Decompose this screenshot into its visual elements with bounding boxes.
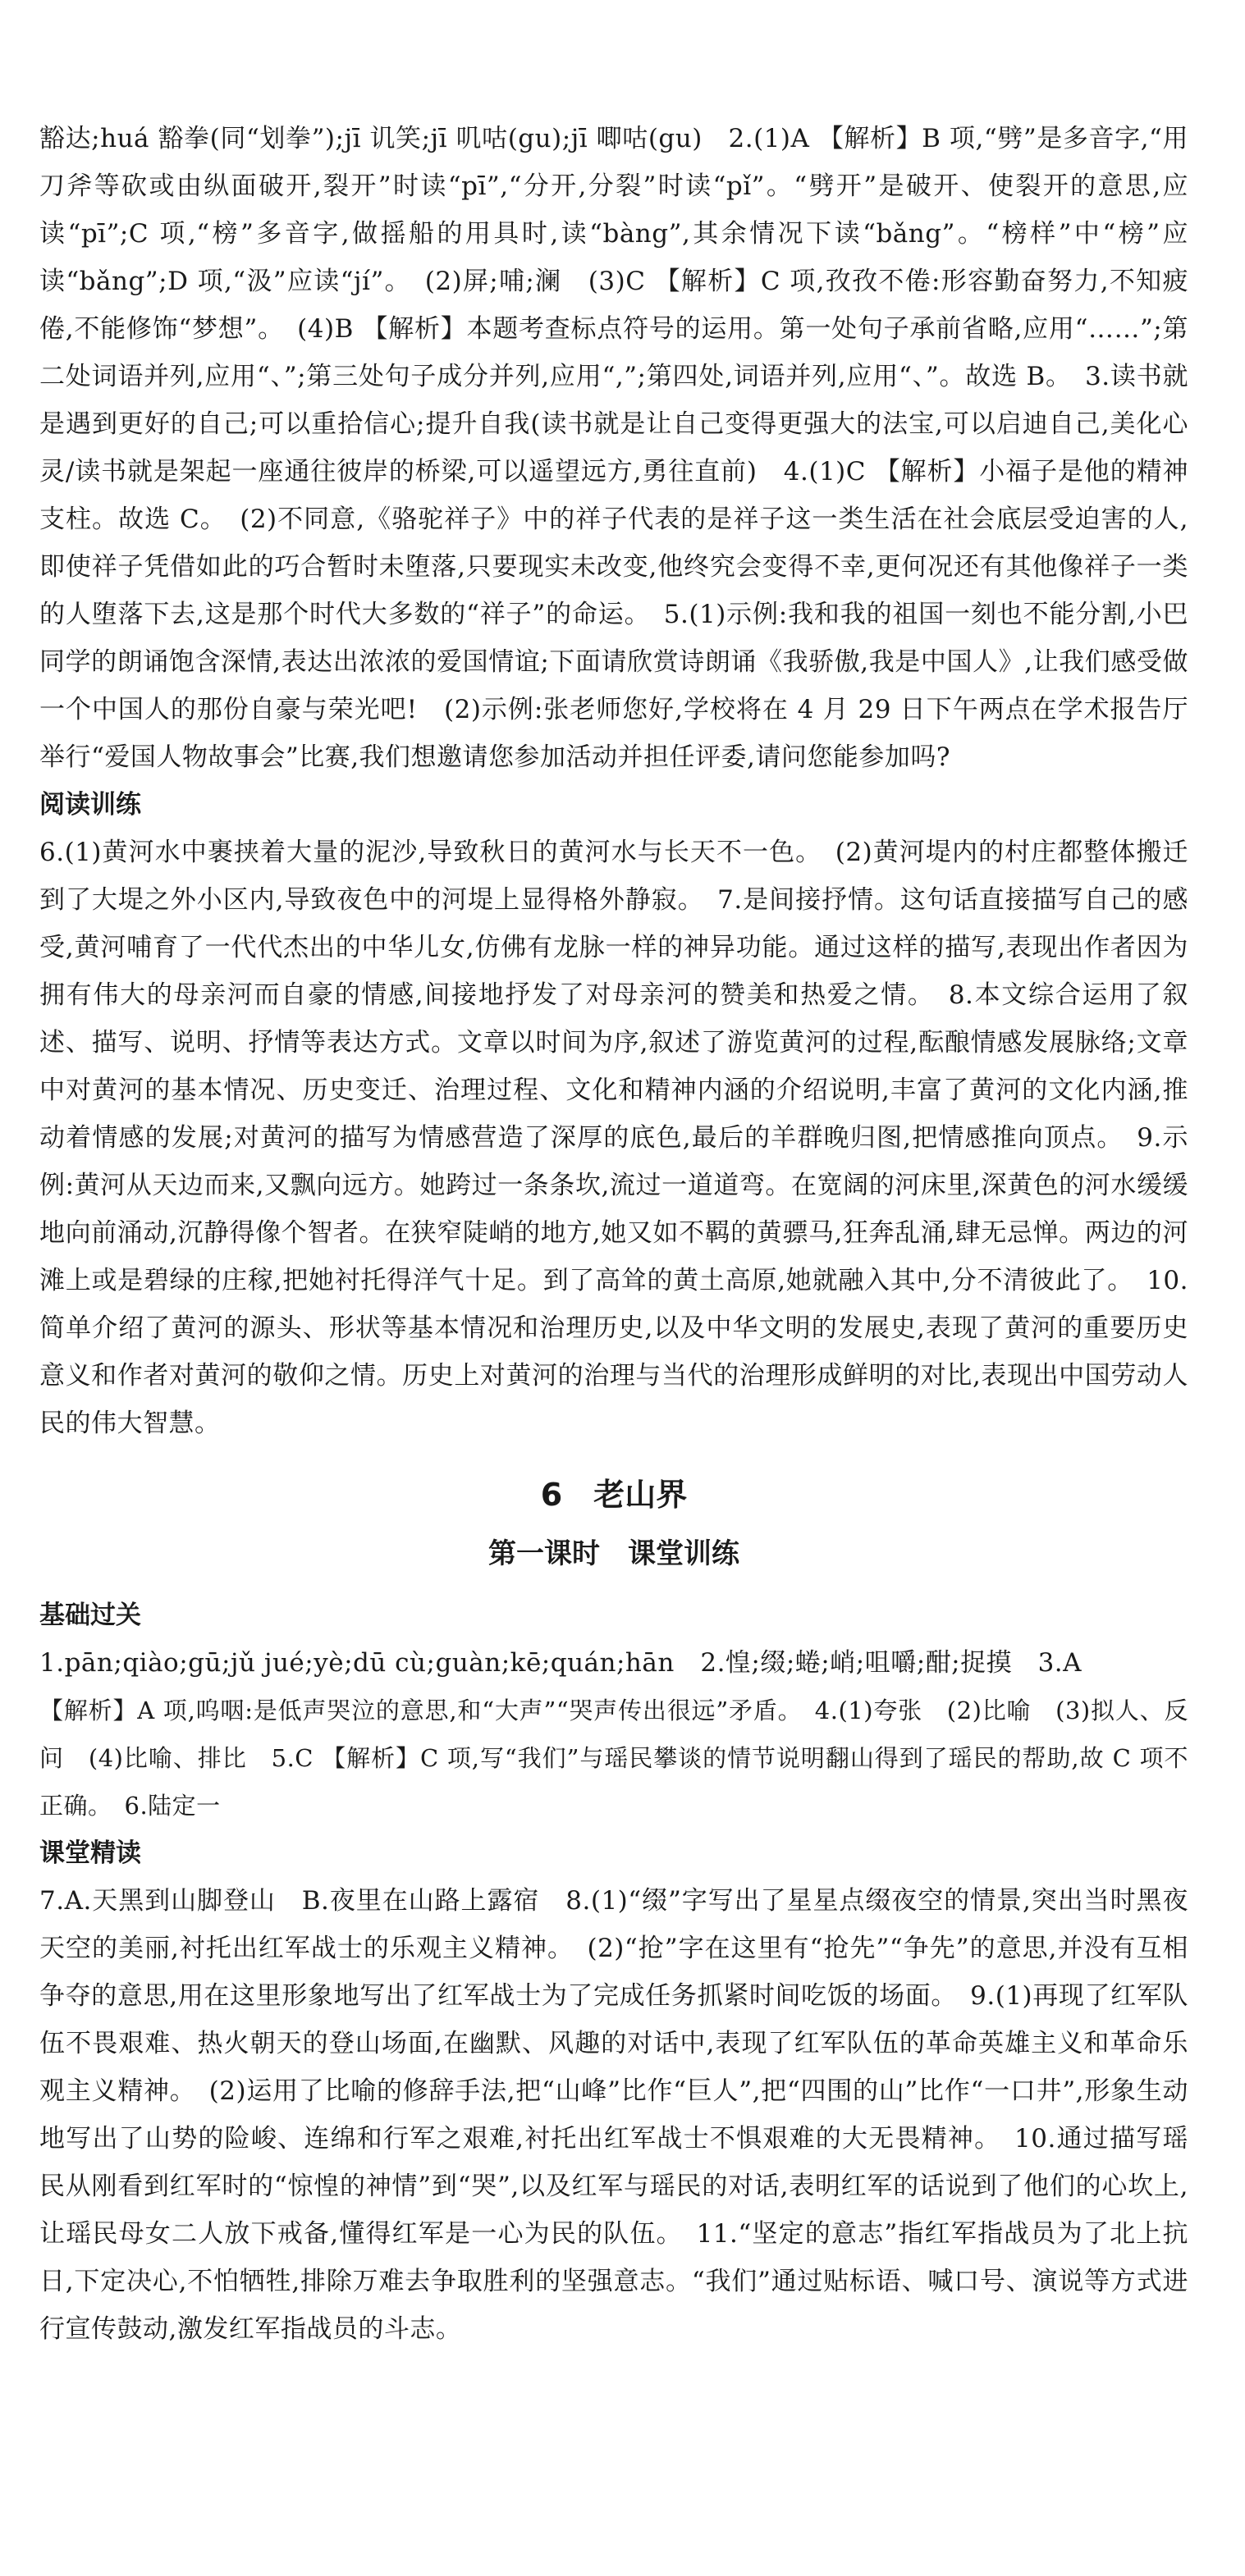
section-heading-class: 课堂精读 (39, 1838, 141, 1868)
answer-block-3-line1: 1.pān;qiào;gū;jǔ jué;yè;dū cù;guàn;kē;quán;hān 2.惶;缀;蜷;峭;咀嚼;酣;捉摸 3.A (39, 1648, 1083, 1678)
answer-page (39, 115, 1188, 2353)
answer-block-3-rest: 【解析】A 项,呜咽:是低声哭泣的意思,和“大声”“哭声传出很远”矛盾。 4.(1)夸张 (2)比喻 (3)拟人、反问 (4)比喻、排比 5.C 【解析】C 项,写“我们”与瑶民攀谈的情节说明翻山得到了瑶民的帮助,故 C 项不正确。 6.陆定一 (39, 1697, 1188, 1820)
answer-block-1: 豁达;huá 豁拳(同“划拳”);jī 讥笑;jī 叽咕(gu);jī 唧咕(gu) 2.(1)A 【解析】B 项,“劈”是多音字,“用刀斧等砍或由纵面破开,裂开”时读“pī”,“分开,分裂”时读“pǐ”。“劈开”是破开、使裂开的意思,应读“pī”;C 项,“榜”多音字,做摇船的用具时,读“bàng”,其余情况下读“bǎng”。“榜样”中“榜”应读“bǎng”;D 项,“汲”应读“jí”。 (2)屏;哺;澜 (3)C 【解析】C 项,孜孜不倦:形容勤奋努力,不知疲倦,不能修饰“梦想”。 (4)B 【解析】本题考查标点符号的运用。第一处句子承前省略,应用“……”;第二处词语并列,应用“、”;第三处句子成分并列,应用“,”;第四处,词语并列,应用“、”。故选 B。 3.读书就是遇到更好的自己;可以重拾信心;提升自我(读书就是让自己变得更强大的法宝,可以启迪自己,美化心灵/读书就是架起一座通往彼岸的桥梁,可以遥望远方,勇往直前) 4.(1)C 【解析】小福子是他的精神支柱。故选 C。 (2)不同意,《骆驼祥子》中的祥子代表的是祥子这一类生活在社会底层受迫害的人,即使祥子凭借如此的巧合暂时未堕落,只要现实未改变,他终究会变得不幸,更何况还有其他像祥子一类的人堕落下去,这是那个时代大多数的“祥子”的命运。 5.(1)示例:我和我的祖国一刻也不能分割,小巴同学的朗诵饱含深情,表达出浓浓的爱国情谊;下面请欣赏诗朗诵《我骄傲,我是中国人》,让我们感受做一个中国人的那份自豪与荣光吧! (2)示例:张老师您好,学校将在 4 月 29 日下午两点在学术报告厅举行“爱国人物故事会”比赛,我们想邀请您参加活动并担任评委,请问您能参加吗? (39, 124, 1188, 772)
answer-block-4: 7.A.天黑到山脚登山 B.夜里在山路上露宿 8.(1)“缀”字写出了星星点缀夜空的情景,突出当时黑夜天空的美丽,衬托出红军战士的乐观主义精神。 (2)“抢”字在这里有“抢先”“争先”的意思,并没有互相争夺的意思,用在这里形象地写出了红军战士为了完成任务抓紧时间吃饭的场面。 9.(1)再现了红军队伍不畏艰难、热火朝天的登山场面,在幽默、风趣的对话中,表现了红军队伍的革命英雄主义和革命乐观主义精神。 (2)运用了比喻的修辞手法,把“山峰”比作“巨人”,把“四围的山”比作“一口井”,形象生动地写出了山势的险峻、连绵和行军之艰难,衬托出红军战士不惧艰难的大无畏精神。 10.通过描写瑶民从刚看到红军时的“惊惶的神情”到“哭”,以及红军与瑶民的对话,表明红军的话说到了他们的心坎上,让瑶民母女二人放下戒备,懂得红军是一心为民的队伍。 11.“坚定的意志”指红军指战员为了北上抗日,下定决心,不怕牺牲,排除万难去争取胜利的坚强意志。“我们”通过贴标语、喊口号、演说等方式进行宣传鼓动,激发红军指战员的斗志。 (39, 1886, 1188, 2344)
lesson-title: 第一课时 课堂训练 (488, 1537, 739, 1570)
chapter-title: 6 老山界 (540, 1477, 688, 1513)
section-heading-basic: 基础过关 (39, 1601, 141, 1630)
answer-block-2: 6.(1)黄河水中裹挟着大量的泥沙,导致秋日的黄河水与长天不一色。 (2)黄河堤内的村庄都整体搬迁到了大堤之外小区内,导致夜色中的河堤上显得格外静寂。 7.是间接抒情。这句话直接描写自己的感受,黄河哺育了一代代杰出的中华儿女,仿佛有龙脉一样的神异功能。通过这样的描写,表现出作者因为拥有伟大的母亲河而自豪的情感,间接地抒发了对母亲河的赞美和热爱之情。 8.本文综合运用了叙述、描写、说明、抒情等表达方式。文章以时间为序,叙述了游览黄河的过程,酝酿情感发展脉络;文章中对黄河的基本情况、历史变迁、治理过程、文化和精神内涵的介绍说明,丰富了黄河的文化内涵,推动着情感的发展;对黄河的描写为情感营造了深厚的底色,最后的羊群晚归图,把情感推向顶点。 9.示例:黄河从天边而来,又飘向远方。她跨过一条条坎,流过一道道弯。在宽阔的河床里,深黄色的河水缓缓地向前涌动,沉静得像个智者。在狭窄陡峭的地方,她又如不羁的黄骠马,狂奔乱涌,肆无忌惮。两边的河滩上或是碧绿的庄稼,把她衬托得洋气十足。到了高耸的黄土高原,她就融入其中,分不清彼此了。 10.简单介绍了黄河的源头、形状等基本情况和治理历史,以及中华文明的发展史,表现了黄河的重要历史意义和作者对黄河的敬仰之情。历史上对黄河的治理与当代的治理形成鲜明的对比,表现出中国劳动人民的伟大智慧。 (39, 838, 1188, 1438)
section-heading-reading: 阅读训练 (39, 790, 141, 820)
